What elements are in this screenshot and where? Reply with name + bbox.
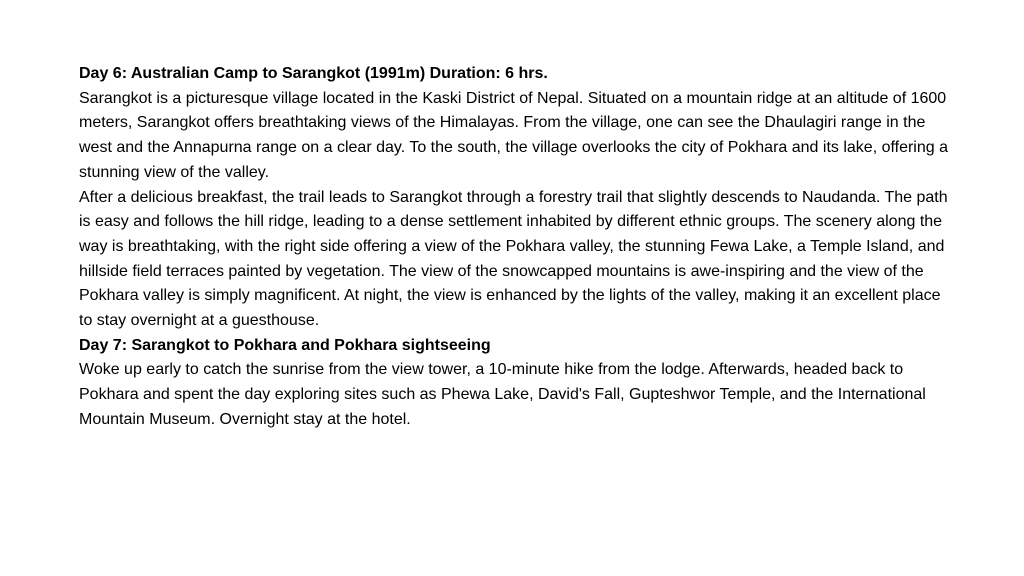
itinerary-text-block	[79, 62, 951, 433]
day6-heading: Day 6: Australian Camp to Sarangkot (1991m) Duration: 6 hrs.	[79, 65, 548, 82]
day7-heading: Day 7: Sarangkot to Pokhara and Pokhara sightseeing	[79, 336, 491, 354]
day6-trail-paragraph: After a delicious breakfast, the trail leads to Sarangkot through a forestry trail that slightly descends to Naudanda. The path is easy and follows the hill ridge, leading to a dense settlement inhabited by different ethnic groups. The scenery along the way is breathtaking, with the right side offering a view of the Pokhara valley, the stunning Fewa Lake, a Temple Island, and hillside field terraces painted by vegetation. The view of the snowcapped mountains is awe-inspiring and the view of the Pokhara valley is simply magnificent. At night, the view is enhanced by the lights of the valley, making it an excellent place to stay overnight at a guesthouse.	[79, 188, 948, 330]
day6-description-paragraph: Sarangkot is a picturesque village located in the Kaski District of Nepal. Situated on a mountain ridge at an altitude of 1600 meters, Sarangkot offers breathtaking views of the Himalayas. From the village, one can see the Dhaulagiri range in the west and the Annapurna range on a clear day. To the south, the village overlooks the city of Pokhara and its lake, offering a stunning view of the valley.	[79, 89, 948, 181]
day7-description-paragraph: Woke up early to catch the sunrise from the view tower, a 10-minute hike from the lodge. Afterwards, headed back to Pokhara and spent the day exploring sites such as Phewa Lake, David's Fall, Gupteshwor Temple, and the International Mountain Museum. Overnight stay at the hotel.	[79, 361, 926, 428]
